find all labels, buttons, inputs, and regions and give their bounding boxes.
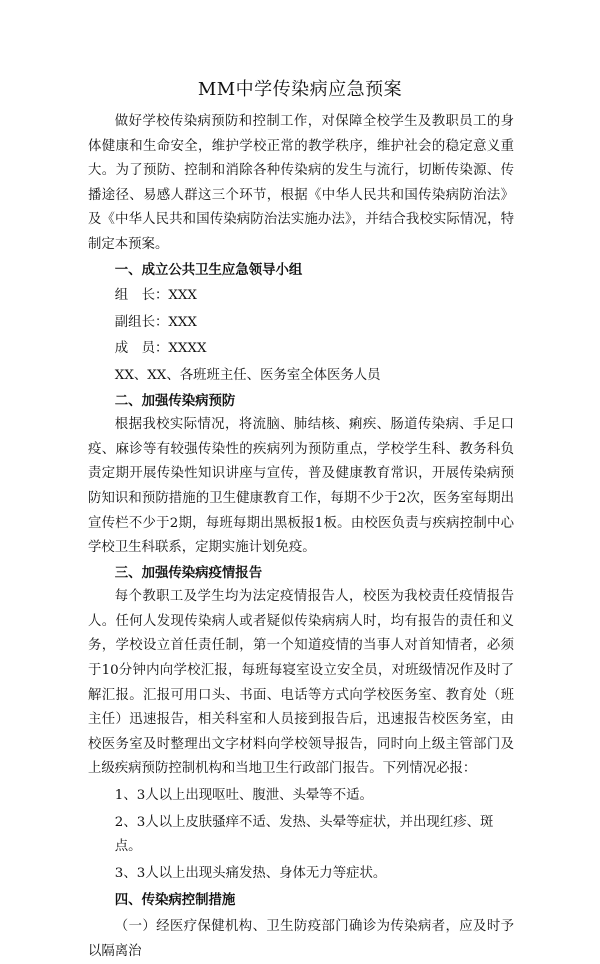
section-2-heading: 二、加强传染病预防 — [114, 392, 236, 409]
report-item-2: 2、3人以上皮肤骚痒不适、发热、头晕等症状，并出现红疹、斑点。 — [114, 814, 494, 855]
intro-paragraph: 做好学校传染病预防和控制工作，对保障全校学生及教职员工的身体健康和生命安全，维护学校正常的教学秩序，维护社会的稳定意义重大。为了预防、控制和消除各种传染病的发生与流行，切断传染源、传播途径、易感人群这三个环节，根据《中华人民共和国传染病防治法》及《中华人民共和国传染病防治法实施办法》，并结合我校实际情况，特制定本预案。 — [88, 114, 514, 252]
section-1-heading: 一、成立公共卫生应急领导小组 — [114, 261, 303, 278]
section-4-heading: 四、传染病控制措施 — [114, 892, 236, 909]
report-item-3: 3、3人以上出现头痛发热、身体无力等症状。 — [114, 865, 387, 881]
section-3-paragraph: 每个教职工及学生均为法定疫情报告人，校医为我校责任疫情报告人。任何人发现传染病人或者疑似传染病病人时，均有报告的责任和义务，学校设立首任责任制，第一个知道疫情的当事人对首知情者，必须于10分钟内向学校汇报，每班每寝室设立安全员，对班级情况作及时了解汇报。汇报可用口头、书面、电话等方式向学校医务室、教育处（班主任）迅速报告，相关科室和人员接到报告后，迅速报告校医务室，由校医务室及时整理出文字材料向学校领导报告，同时向上级主管部门及上级疾病预防控制机构和当地卫生行政部门报告。下列情况必报： — [88, 589, 514, 777]
section-3-heading: 三、加强传染病疫情报告 — [114, 564, 263, 581]
report-item-1: 1、3人以上出现呕吐、腹泄、头晕等不适。 — [114, 788, 373, 804]
document-body — [88, 110, 514, 964]
document-title: MM中学传染病应急预案 — [197, 79, 403, 100]
others-line: XX、XX、各班班主任、医务室全体医务人员 — [114, 367, 381, 383]
section-4-paragraph: （一）经医疗保健机构、卫生防疫部门确诊为传染病者，应及时予以隔离治 — [88, 919, 514, 959]
members-line: 成 员：XXXX — [114, 341, 207, 357]
leader-line: 组 长：XXX — [114, 288, 197, 304]
section-2-paragraph: 根据我校实际情况，将流脑、肺结核、痢疾、肠道传染病、手足口疫、麻诊等有较强传染性的疾病列为预防重点，学校学生科、教务科负责定期开展传染性知识讲座与宣传，普及健康教育常识，开展传染病预防知识和预防措施的卫生健康教育工作，每期不少于2次，医务室每期出宣传栏不少于2期，每班每期出黑板报1板。由校医负责与疾病控制中心学校卫生科联系，定期实施计划免疫。 — [88, 417, 514, 556]
deputy-line: 副组长：XXX — [114, 314, 197, 330]
